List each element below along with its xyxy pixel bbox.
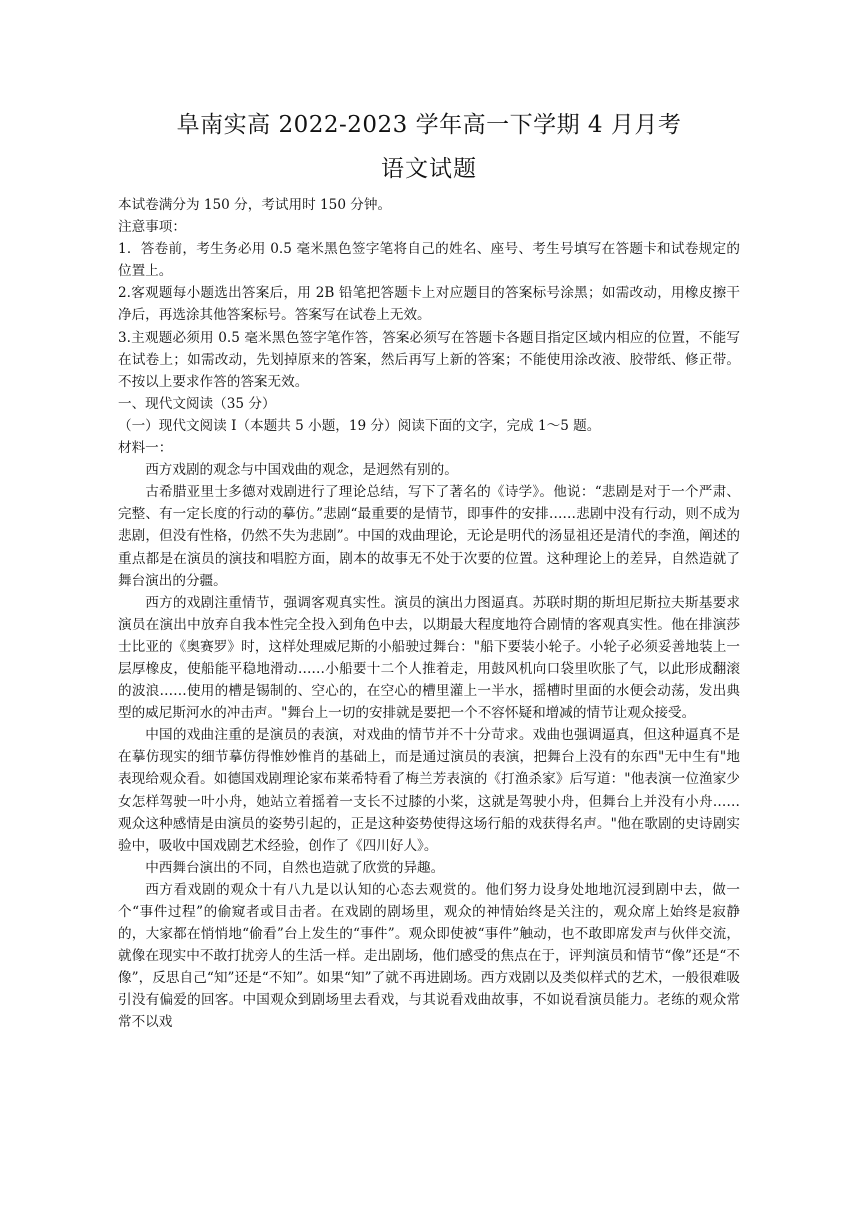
section-subheading: （一）现代文阅读 I（本题共 5 小题，19 分）阅读下面的文字，完成 1～5 题。	[118, 417, 601, 434]
exam-title: 阜南实高 2022-2023 学年高一下学期 4 月月考	[176, 112, 682, 138]
exam-page	[118, 108, 740, 1034]
note-item-3: 3.主观题必须用 0.5 毫米黑色签字笔作答，答案必须写在答题卡各题目指定区域内相应的位置，不能写在试卷上；如需改动，先划掉原来的答案，然后再写上新的答案；不能使用涂改液、胶带纸、修正带。不按以上要求作答的答案无效。	[118, 329, 740, 390]
exam-subtitle: 语文试题	[381, 156, 477, 182]
body-paragraph: 西方看戏剧的观众十有八九是以认知的心态去观赏的。他们努力设身处地地沉浸到剧中去，做一个“事件过程”的偷窥者或目击者。在戏剧的剧场里，观众的神情始终是关注的，观众席上始终是寂静的，大家都在悄悄地“偷看”台上发生的“事件”。观众即使被“事件”触动，也不敢即席发声与伙伴交流，就像在现实中不敢打扰旁人的生活一样。走出剧场，他们感受的焦点在于，评判演员和情节“像”还是“不像”，反思自己“知”还是“不知”。如果“知”了就不再进剧场。西方戏剧以及类似样式的艺术，一般很难吸引没有偏爱的回客。中国观众到剧场里去看戏，与其说看戏曲故事，不如说看演员能力。老练的观众常常不以戏	[118, 881, 740, 1031]
body-paragraph: 西方的戏剧注重情节，强调客观真实性。演员的演出力图逼真。苏联时期的斯坦尼斯拉夫斯基要求演员在演出中放弃自我本性完全投入到角色中去，以期最大程度地符合剧情的客观真实性。他在排演莎士比亚的《奥赛罗》时，这样处理威尼斯的小船驶过舞台："船下要装小轮子。小轮子必须妥善地装上一层厚橡皮，使船能平稳地滑动……小船要十二个人推着走，用鼓风机向口袋里吹胀了气，以此形成翻滚的波浪……使用的槽是锡制的、空心的，在空心的槽里灌上一半水，摇槽时里面的水便会动荡，发出典型的威尼斯河水的冲击声。"舞台上一切的安排就是要把一个不容怀疑和增减的情节让观众接受。	[118, 594, 740, 722]
body-paragraph: 西方戏剧的观念与中国戏曲的观念，是迥然有别的。	[145, 462, 458, 479]
material-label: 材料一：	[118, 440, 173, 457]
note-item-1: 1．答卷前，考生务必用 0.5 毫米黑色签字笔将自己的姓名、座号、考生号填写在答题卡和试卷规定的位置上。	[118, 241, 740, 280]
note-item-2: 2.客观题每小题选出答案后，用 2B 铅笔把答题卡上对应题目的答案标号涂黑；如需改动，用橡皮擦干净后，再选涂其他答案标号。答案写在试卷上无效。	[118, 285, 740, 324]
section-heading: 一、现代文阅读（35 分）	[118, 395, 276, 412]
body-paragraph: 中西舞台演出的不同，自然也造就了欣赏的异趣。	[145, 859, 445, 876]
body-paragraph: 中国的戏曲注重的是演员的表演，对戏曲的情节并不十分苛求。戏曲也强调逼真，但这种逼真不是在摹仿现实的细节摹仿得惟妙惟肖的基础上，而是通过演员的表演，把舞台上没有的东西"无中生有"地表现给观众看。如德国戏剧理论家布莱希特看了梅兰芳表演的《打渔杀家》后写道："他表演一位渔家少女怎样驾驶一叶小舟，她站立着摇着一支长不过膝的小桨，这就是驾驶小舟，但舞台上并没有小舟……观众这种感情是由演员的姿势引起的，正是这种姿势使得这场行船的戏获得名声。"他在歌剧的史诗剧实验中，吸收中国戏剧艺术经验，创作了《四川好人》。	[118, 727, 740, 854]
body-paragraph: 古希腊亚里士多德对戏剧进行了理论总结，写下了著名的《诗学》。他说：“悲剧是对于一个严肃、完整、有一定长度的行动的摹仿。”悲剧“最重要的是情节，即事件的安排……悲剧中没有行动，则不成为悲剧，但没有性格，仍然不失为悲剧”。中国的戏曲理论，无论是明代的汤显祖还是清代的李渔，阐述的重点都是在演员的演技和唱腔方面，剧本的故事无不处于次要的位置。这种理论上的差异，自然造就了舞台演出的分疆。	[118, 484, 740, 589]
score-line: 本试卷满分为 150 分，考试用时 150 分钟。	[118, 197, 392, 213]
notes-heading: 注意事项：	[118, 219, 186, 236]
